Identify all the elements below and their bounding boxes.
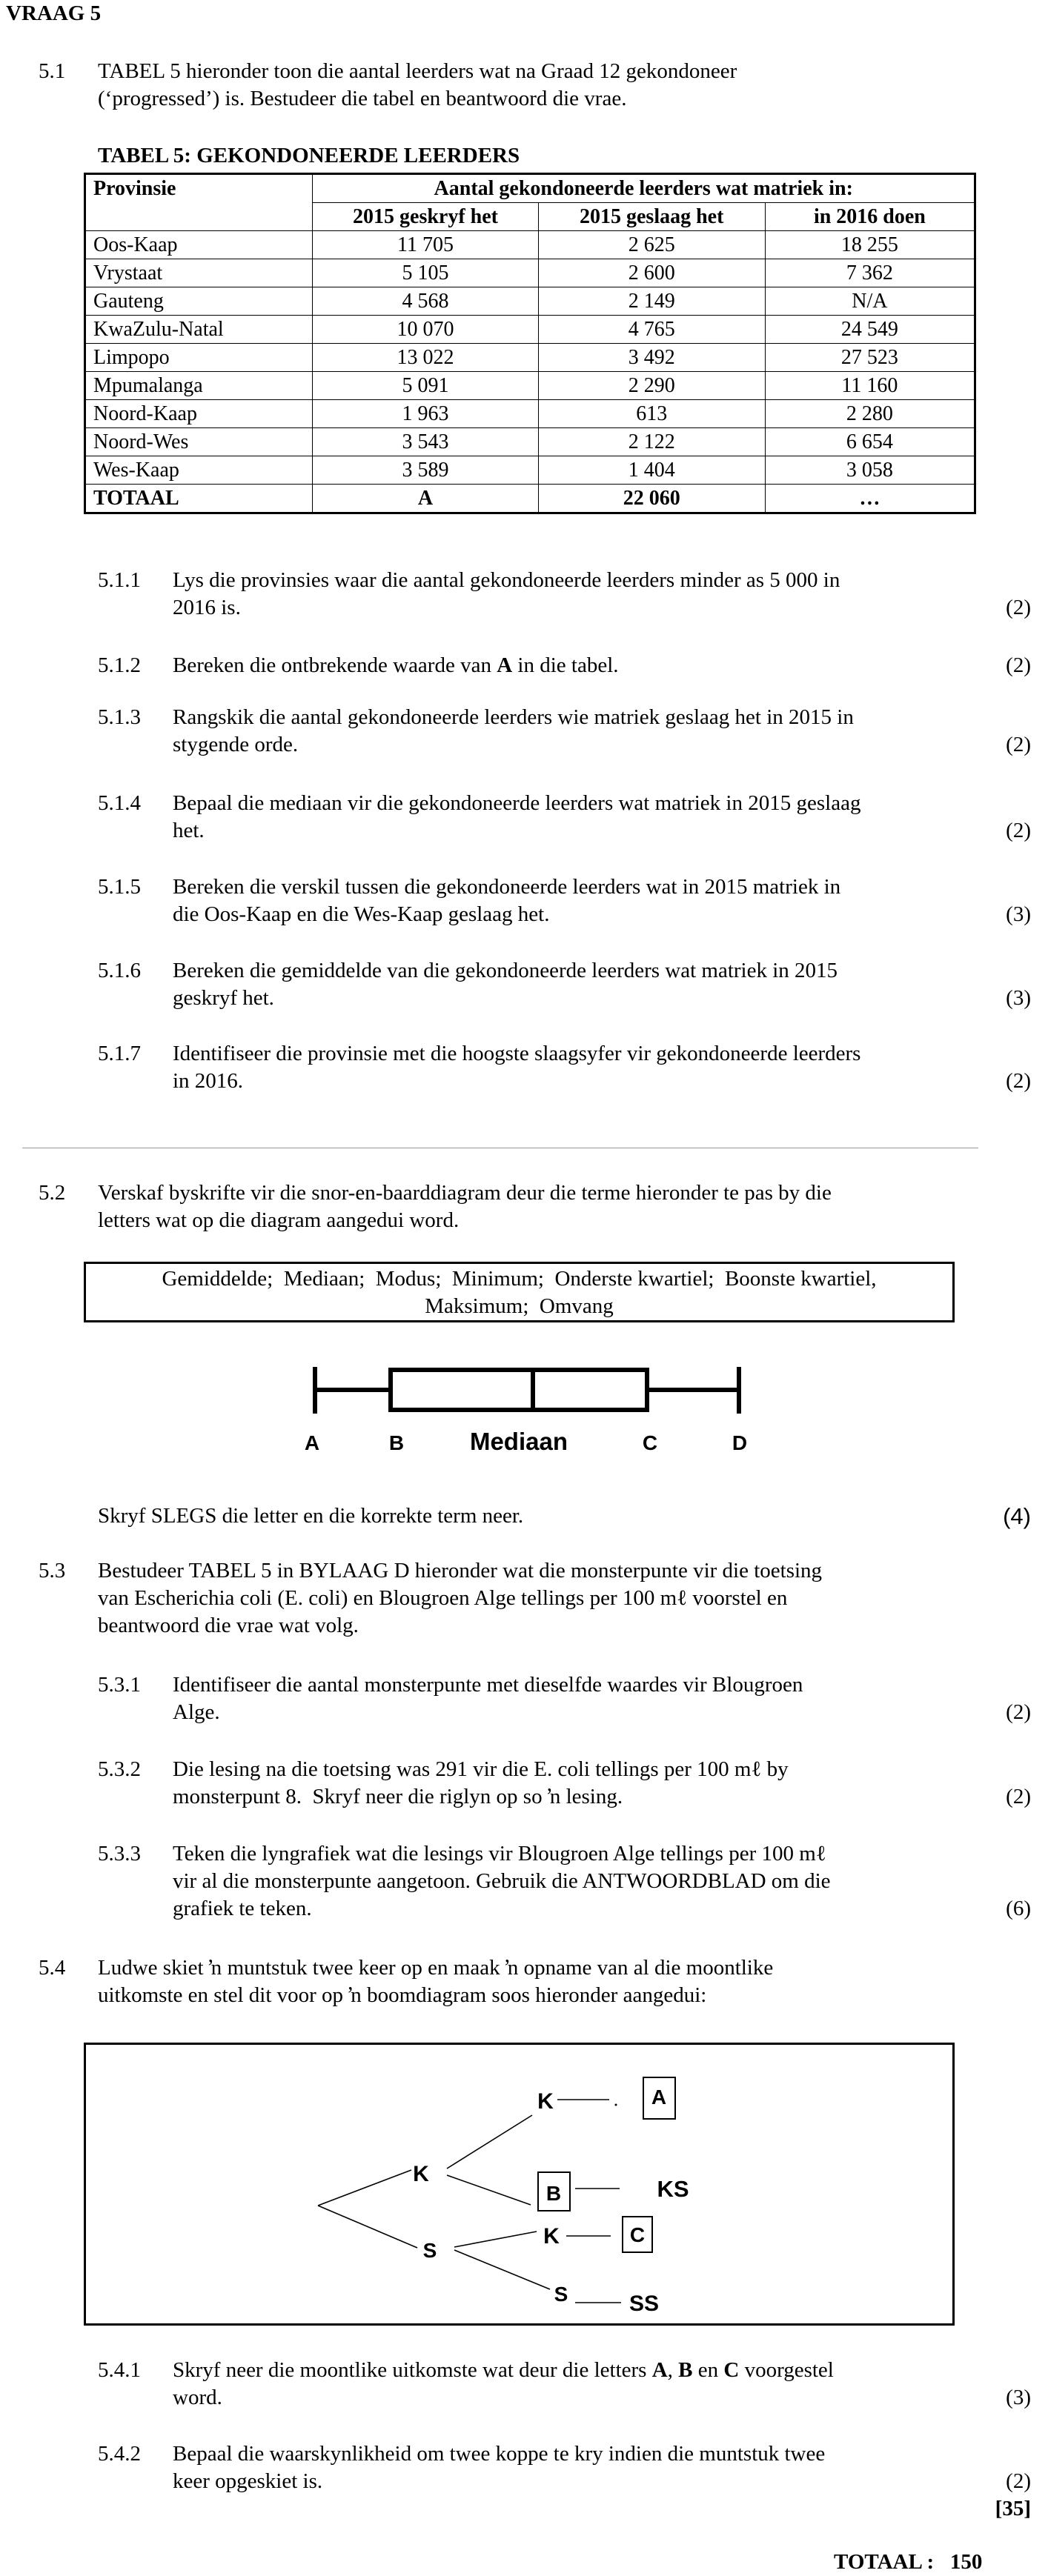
tree-diagram — [86, 2045, 952, 2323]
table-cell: 10 070 — [313, 316, 538, 344]
question-text: keer opgeskiet is. — [173, 2469, 323, 2493]
question-number: 5.4 — [39, 1956, 66, 1980]
node-k3: K — [543, 2224, 560, 2249]
text-run: Bereken die ontbrekende waarde van — [173, 653, 497, 677]
table-row — [85, 344, 975, 372]
table-cell: 2 280 — [765, 400, 975, 428]
question-number: 5.3.3 — [98, 1842, 141, 1866]
table-cell: 22 060 — [538, 485, 765, 513]
question-number: 5.1.5 — [98, 875, 141, 899]
column-header: 2015 geskryf het — [313, 203, 538, 231]
text-run-bold: A — [497, 653, 513, 677]
question-number: 5.1.3 — [98, 705, 141, 729]
text-run: , — [667, 2358, 679, 2382]
table-cell: Wes-Kaap — [85, 456, 313, 485]
table-cell: KwaZulu-Natal — [85, 316, 313, 344]
question-text: die Oos-Kaap en die Wes-Kaap geslaag het. — [173, 902, 550, 926]
question-text: 2016 is. — [173, 596, 241, 619]
mark-allocation: (2) — [1006, 653, 1031, 677]
table-cell: 27 523 — [765, 344, 975, 372]
page-title: VRAAG 5 — [6, 1, 102, 25]
table-row — [85, 287, 975, 316]
question-number: 5.1.1 — [98, 568, 141, 592]
branch-kk — [447, 2115, 532, 2169]
question-text: vir al die monsterpunte aangetoon. Gebruik die ANTWOORDBLAD om die — [173, 1869, 831, 1893]
question-text: Alge. — [173, 1700, 220, 1724]
question-number: 5.2 — [39, 1181, 66, 1205]
table-cell: 2 290 — [538, 372, 765, 400]
table-cell: 2 122 — [538, 428, 765, 456]
mark-allocation: (6) — [1006, 1897, 1031, 1920]
question-text: monsterpunt 8. Skryf neer die riglyn op so ŉ lesing. — [173, 1785, 623, 1808]
node-s1: S — [422, 2239, 437, 2262]
table-cell: 2 625 — [538, 231, 765, 259]
question-text: Bepaal die waarskynlikheid om twee koppe te kry indien die muntstuk twee — [173, 2442, 826, 2466]
table-total-row — [85, 485, 975, 513]
dot — [615, 2104, 617, 2106]
table-cell: 5 091 — [313, 372, 538, 400]
text-run: voorgestel — [739, 2358, 834, 2382]
table-cell: A — [313, 485, 538, 513]
question-text: in 2016. — [173, 1069, 244, 1093]
question-number: 5.3.1 — [98, 1673, 141, 1697]
question-number: 5.3 — [39, 1559, 66, 1582]
table-cell: 13 022 — [313, 344, 538, 372]
column-header: 2015 geslaag het — [538, 203, 765, 231]
tree-diagram-box — [84, 2043, 955, 2326]
table-row — [85, 316, 975, 344]
question-text — [173, 2357, 834, 2384]
table-cell: 3 492 — [538, 344, 765, 372]
table-row — [85, 456, 975, 485]
table-cell: 24 549 — [765, 316, 975, 344]
question-text: uitkomste en stel dit voor op ŉ boomdiagram soos hieronder aangedui: — [98, 1983, 707, 2007]
table-cell: Noord-Kaap — [85, 400, 313, 428]
table-cell: 1 404 — [538, 456, 765, 485]
column-group-header: Aantal gekondoneerde leerders wat matriek in: — [313, 174, 975, 203]
mark-allocation: (3) — [1006, 902, 1031, 926]
label-a: A — [304, 1431, 320, 1454]
mark-allocation: (3) — [1006, 2386, 1031, 2409]
question-text: Bereken die gemiddelde van die gekondoneerde leerders wat matriek in 2015 — [173, 959, 838, 982]
question-text: het. — [173, 819, 205, 842]
table-cell: … — [765, 485, 975, 513]
question-text: Die lesing na die toetsing was 291 vir die E. coli tellings per 100 mℓ by — [173, 1757, 789, 1781]
grand-total: TOTAAL : 150 — [834, 2550, 983, 2574]
question-number: 5.4.1 — [98, 2358, 141, 2382]
column-header: Provinsie — [85, 174, 313, 231]
mark-allocation: (2) — [1006, 2469, 1031, 2493]
table-cell: 5 105 — [313, 259, 538, 287]
table-cell: 3 058 — [765, 456, 975, 485]
branch-ks — [447, 2175, 531, 2205]
question-text: Identifiseer die provinsie met die hoogste slaagsyfer vir gekondoneerde leerders — [173, 1042, 861, 1065]
mark-allocation: (2) — [1006, 1700, 1031, 1724]
table-row — [85, 259, 975, 287]
column-header: in 2016 doen — [765, 203, 975, 231]
label-c: C — [629, 2223, 646, 2246]
mark-allocation: (2) — [1006, 596, 1031, 619]
text-run-bold: A — [651, 2358, 668, 2382]
question-number: 5.1.4 — [98, 791, 141, 815]
box — [391, 1370, 647, 1410]
table-cell: 7 362 — [765, 259, 975, 287]
node-k2: K — [537, 2089, 554, 2114]
label-c: C — [642, 1431, 658, 1454]
node-k1: K — [413, 2162, 429, 2186]
table-cell: 3 543 — [313, 428, 538, 456]
question-number: 5.4.2 — [98, 2442, 141, 2466]
label-median: Mediaan — [469, 1428, 568, 1455]
table-cell: 18 255 — [765, 231, 975, 259]
table-cell: Oos-Kaap — [85, 231, 313, 259]
node-s2: S — [554, 2283, 568, 2306]
branch-k — [318, 2170, 411, 2206]
table-cell: 613 — [538, 400, 765, 428]
question-text: (‘progressed’) is. Bestudeer die tabel en beantwoord die vrae. — [98, 87, 627, 110]
table-row — [85, 428, 975, 456]
text-run: Skryf neer die moontlike uitkomste wat deur die letters — [173, 2358, 652, 2382]
table-cell: 4 765 — [538, 316, 765, 344]
table-header-row — [85, 174, 975, 203]
question-text: van Escherichia coli (E. coli) en Blougroen Alge tellings per 100 mℓ voorstel en — [98, 1586, 788, 1610]
table-cell: 11 705 — [313, 231, 538, 259]
table-cell: 1 963 — [313, 400, 538, 428]
question-number: 5.1 — [39, 59, 66, 83]
table-cell: Noord-Wes — [85, 428, 313, 456]
terms-line: Maksimum; Omvang — [425, 1294, 614, 1318]
instruction-text: Skryf SLEGS die letter en die korrekte term neer. — [98, 1504, 524, 1528]
table-title: TABEL 5: GEKONDONEERDE LEERDERS — [98, 144, 520, 167]
text-run: en — [692, 2358, 724, 2382]
table-cell: N/A — [765, 287, 975, 316]
table-cell: TOTAAL — [85, 485, 313, 513]
table-cell: 4 568 — [313, 287, 538, 316]
branch-s — [318, 2206, 417, 2248]
mark-allocation: (2) — [1006, 1785, 1031, 1808]
question-text: grafiek te teken. — [173, 1897, 312, 1920]
question-text: Bepaal die mediaan vir die gekondoneerde leerders wat matriek in 2015 geslaag — [173, 791, 861, 815]
table-cell: 2 149 — [538, 287, 765, 316]
table-cell: 11 160 — [765, 372, 975, 400]
branch-sk — [454, 2231, 537, 2247]
question-text: Verskaf byskrifte vir die snor-en-baarddiagram deur die terme hieronder te pas by die — [98, 1181, 832, 1205]
question-number: 5.1.2 — [98, 653, 141, 677]
mark-allocation: (2) — [1006, 819, 1031, 842]
question-text: Bestudeer TABEL 5 in BYLAAG D hieronder wat die monsterpunte vir die toetsing — [98, 1559, 823, 1582]
mark-allocation: (4) — [1003, 1503, 1031, 1529]
terms-line: Gemiddelde; Mediaan; Modus; Minimum; Onderste kwartiel; Boonste kwartiel, — [162, 1267, 877, 1291]
text-run: in die tabel. — [512, 653, 619, 677]
text-run-bold: B — [678, 2358, 693, 2382]
question-number: 5.1.7 — [98, 1042, 141, 1065]
question-text: Teken die lyngrafiek wat die lesings vir Blougroen Alge tellings per 100 mℓ — [173, 1842, 826, 1866]
question-text — [173, 652, 619, 679]
mark-allocation: (3) — [1006, 986, 1031, 1010]
label-a: A — [651, 2086, 667, 2109]
table-cell: 2 600 — [538, 259, 765, 287]
label-d: D — [732, 1431, 748, 1454]
question-text: Rangskik die aantal gekondoneerde leerders wie matriek geslaag het in 2015 in — [173, 705, 854, 729]
table-row — [85, 372, 975, 400]
table-cell: Limpopo — [85, 344, 313, 372]
question-text: Lys die provinsies waar die aantal gekondoneerde leerders minder as 5 000 in — [173, 568, 840, 592]
question-text: geskryf het. — [173, 986, 274, 1010]
table-cell: Vrystaat — [85, 259, 313, 287]
branch-ss — [454, 2250, 550, 2289]
outcome-ss: SS — [629, 2292, 660, 2316]
question-text: word. — [173, 2386, 222, 2409]
table-cell: 6 654 — [765, 428, 975, 456]
question-total: [35] — [995, 2497, 1031, 2520]
question-text: letters wat op die diagram aangedui word. — [98, 1208, 460, 1232]
outcome-ks: KS — [657, 2176, 689, 2202]
question-text: TABEL 5 hieronder toon die aantal leerders wat na Graad 12 gekondoneer — [98, 59, 737, 83]
text-run-bold: C — [723, 2358, 740, 2382]
mark-allocation: (2) — [1006, 733, 1031, 756]
terms-box — [84, 1262, 955, 1322]
question-text: Bereken die verskil tussen die gekondoneerde leerders wat in 2015 matriek in — [173, 875, 841, 899]
question-number: 5.1.6 — [98, 959, 141, 982]
label-b: B — [545, 2182, 562, 2205]
table-cell: 3 589 — [313, 456, 538, 485]
question-text: Ludwe skiet ŉ muntstuk twee keer op en maak ŉ opname van al die moontlike — [98, 1956, 774, 1980]
box-whisker-diagram — [0, 1356, 1048, 1482]
question-text: Identifiseer die aantal monsterpunte met dieselfde waardes vir Blougroen — [173, 1673, 803, 1697]
table-cell: Gauteng — [85, 287, 313, 316]
data-table — [84, 173, 976, 514]
table-row — [85, 400, 975, 428]
mark-allocation: (2) — [1006, 1069, 1031, 1093]
label-b: B — [388, 1431, 405, 1454]
table-row — [85, 231, 975, 259]
question-text: stygende orde. — [173, 733, 299, 756]
table-cell: Mpumalanga — [85, 372, 313, 400]
question-number: 5.3.2 — [98, 1757, 141, 1781]
question-text: beantwoord die vrae wat volg. — [98, 1614, 359, 1637]
